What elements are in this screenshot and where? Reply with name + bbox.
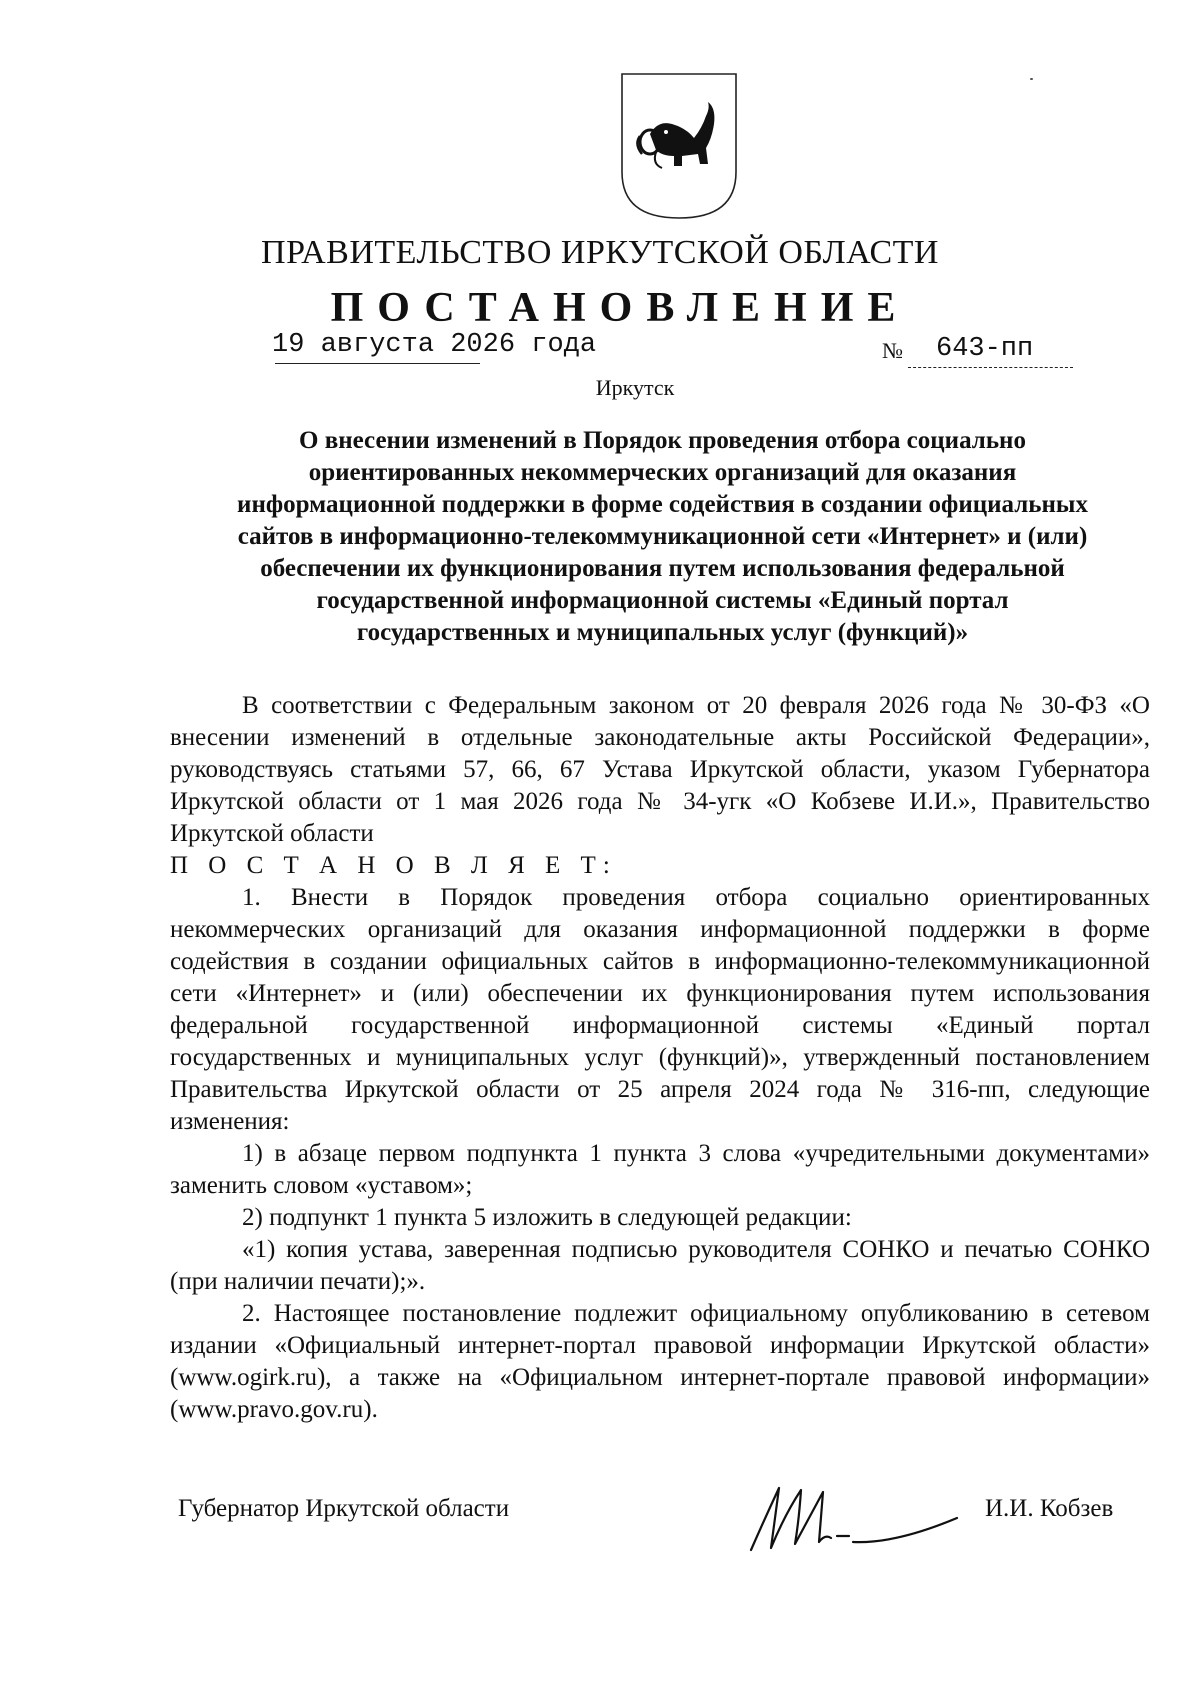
government-name: ПРАВИТЕЛЬСТВО ИРКУТСКОЙ ОБЛАСТИ: [261, 234, 939, 271]
document-number: 643-пп: [936, 334, 1034, 364]
document-title: [175, 425, 1150, 649]
title-line: информационной поддержки в форме содействия в создании официальных: [237, 491, 1088, 518]
quoted-text-paragraph: «1) копия устава, заверенная подписью руководителя СОНКО и печатью СОНКО (при наличии печати);».: [170, 1236, 1150, 1295]
title-line: государственной информационной системы «Единый портал: [316, 587, 1009, 614]
city: Иркутск: [595, 375, 675, 400]
title-line: сайтов в информационно-телекоммуникационной сети «Интернет» и (или): [237, 523, 1088, 550]
document-type: ПОСТАНОВЛЕНИЕ: [330, 285, 910, 331]
preamble-paragraph: В соответствии с Федеральным законом от 20 февраля 2026 года № 30-ФЗ «О внесении изменений в отдельные законодательные акты Российской Федерации», руководствуясь статьями 57, 66, 67 Устава Иркутской области, указом Губернатора Иркутской области от 1 мая 2026 года № 34-угк «О Кобзеве И.И.», Правительство Иркутской области: [170, 692, 1150, 847]
number-sign: №: [882, 338, 903, 363]
scan-speck: [1030, 78, 1033, 80]
title-line: О внесении изменений в Порядок проведения отбора социально: [299, 427, 1026, 454]
item-1-paragraph: 1. Внести в Порядок проведения отбора социально ориентированных некоммерческих организаций для оказания информационной поддержки в форме содействия в создании официальных сайтов в информационно-телекоммуникационной сети «Интернет» и (или) обеспечении их функционирования путем использования федеральной государственной информационной системы «Единый портал государственных и муниципальных услуг (функций)», утвержденный постановлением Правительства Иркутской области от 25 апреля 2024 года № 316-пп, следующие изменения:: [170, 884, 1150, 1135]
number-underline: [908, 367, 1073, 368]
signatory-position: Губернатор Иркутской области: [178, 1495, 510, 1522]
subitem-2-paragraph: 2) подпункт 1 пункта 5 изложить в следующей редакции:: [242, 1204, 852, 1231]
handwritten-signature: [745, 1478, 960, 1556]
document-body: [170, 690, 1150, 1426]
signatory-name: И.И. Кобзев: [985, 1495, 1114, 1522]
title-line: обеспечении их функционирования путем использования федеральной: [260, 555, 1065, 582]
document-date: 19 августа 2026 года: [272, 330, 597, 360]
subitem-1-paragraph: 1) в абзаце первом подпункта 1 пункта 3 слова «учредительными документами» заменить словом «уставом»;: [170, 1140, 1150, 1199]
coat-of-arms-emblem: [620, 72, 738, 220]
resolves-heading: П О С Т А Н О В Л Я Е Т:: [170, 852, 617, 879]
title-line: государственных и муниципальных услуг (функций)»: [356, 619, 969, 646]
date-underline: [275, 363, 480, 364]
item-2-paragraph: 2. Настоящее постановление подлежит официальному опубликованию в сетевом издании «Официальный интернет-портал правовой информации Иркутской области» (www.ogirk.ru), а также на «Официальном интернет-портале правовой информации» (www.pravo.gov.ru).: [170, 1300, 1150, 1423]
title-line: ориентированных некоммерческих организаций для оказания: [308, 459, 1017, 486]
